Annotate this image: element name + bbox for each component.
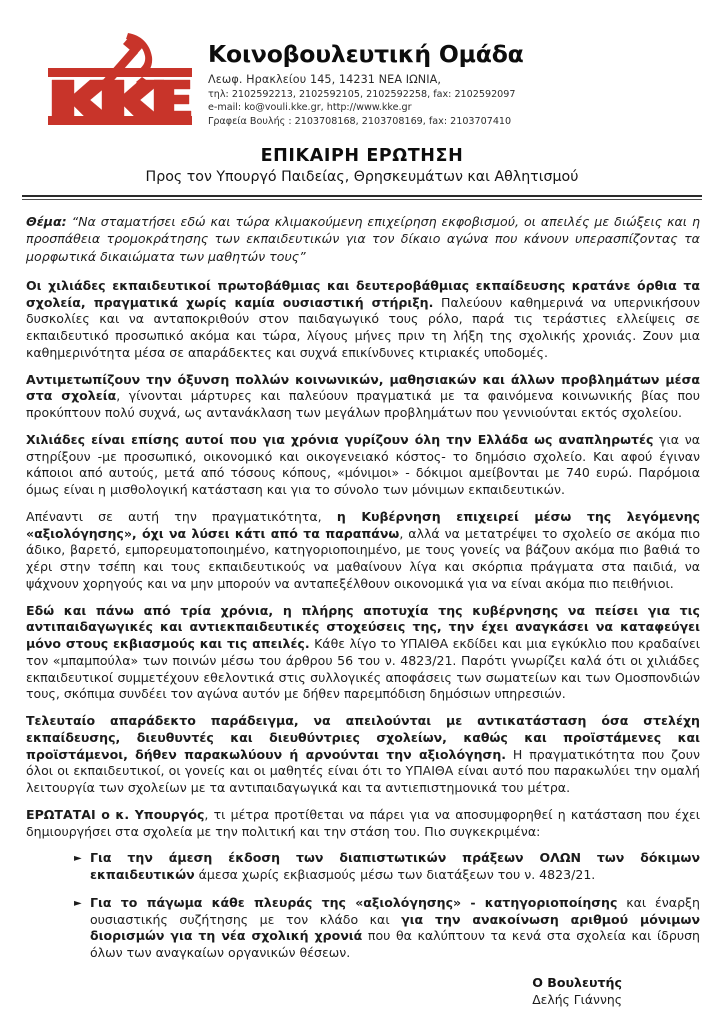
kke-logo	[46, 28, 194, 130]
document-title: ΕΠΙΚΑΙΡΗ ΕΡΩΤΗΣΗ	[260, 146, 464, 166]
demand-2-lead: Για το πάγωμα κάθε πλευράς της «αξιολόγησης» - κατηγοριοποίησης	[90, 894, 618, 910]
paragraph-2-lead: Αντιμετωπίζουν την όξυνση πολλών κοινωνικών, μαθησιακών και άλλων προβλημάτων μέσα στα σχολεία	[26, 371, 700, 404]
paragraph-6-rest: Η πραγματικότητα που ζουν όλοι οι εκπαιδευτικοί, οι γονείς και οι μαθητές είναι ότι το ΥΠΑΙΘΑ είναι αυτό που παρακωλύει την ομαλή λειτουργία των σχολείων με τα αντιπαιδαγωγικά και τα αντιεπιστημονικά του μέτρα.	[26, 746, 700, 795]
document-subtitle: Προς τον Υπουργό Παιδείας, Θρησκευμάτων και Αθλητισμού	[145, 169, 579, 185]
demand-2-rest: που θα καλύπτουν τα κενά στα σχολεία και ίδρυση όλων των αναγκαίων οργανικών θέσεων.	[90, 928, 700, 960]
paragraph-6	[26, 713, 700, 797]
subject-paragraph	[26, 213, 700, 265]
paragraph-4-pre: Απέναντι σε αυτή την πραγματικότητα,	[26, 508, 337, 524]
organization-name: Κοινοβουλευτική Ομάδα	[208, 40, 524, 68]
letterhead	[0, 0, 724, 130]
paragraph-2	[26, 372, 700, 422]
paragraph-4-rest: , αλλά να μετατρέψει το σχολείο σε ακόμα πιο άδικο, βαρετό, εμπορευματοποιημένο, κατηγοριοποιημένο, με τους γονείς να βάζουν ακόμα πιο βαθιά το χέρι στην τσέπη και τους εκπαιδευτικούς να μαθαίνουν λίγα και σκόρπια πράγματα στα παιδιά, να ψάχνουν χορηγούς και να μην μπορούν να ανταπεξέλθουν οικονομικά για να είναι ακόμα πιο πειθήνιοι.	[26, 525, 700, 591]
paragraph-1	[26, 278, 700, 362]
paragraph-1-rest: Παλεύουν καθημερινά να υπερνικήσουν δυσκολίες και να ανταποκριθούν στον παιδαγωγικό τους ρόλο, παρά τις τεράστιες ελλείψεις σε εκπαιδευτικό προσωπικό ακόμα και τώρα, λίγους μήνες πριν τη λήξη της σχολικής χρονιάς. Ζουν μια καθημερινότητα μέσα σε απαράδεκτες και συχνά επικίνδυνες κτιριακές υποδομές.	[26, 294, 700, 360]
paragraph-4	[26, 509, 700, 593]
paragraph-3-lead: Χιλιάδες είναι επίσης αυτοί που για χρόνια γυρίζουν όλη την Ελλάδα ως αναπληρωτές	[26, 431, 654, 447]
list-item	[26, 850, 700, 884]
paragraph-5-lead: Εδώ και πάνω από τρία χρόνια, η πλήρης αποτυχία της κυβέρνησης να πείσει για τις αντιπαιδαγωγικές και αντιεκπαιδευτικές στοχεύσεις της, την έχει αναγκάσει να καταφεύγει μόνο στους εκβιασμούς και τις απειλές.	[26, 602, 700, 651]
paragraph-3	[26, 432, 700, 499]
demands-list	[26, 850, 700, 962]
signature-role: Ο Βουλευτής	[532, 974, 622, 990]
question-paragraph	[26, 807, 700, 841]
paragraph-5-rest: Κάθε λίγο το ΥΠΑΙΘΑ εκδίδει και μια εγκύκλιο που κραδαίνει τον «μπαμπούλα» των ποινών μέσω του άρθρου 56 του ν. 4823/21. Παρότι γνωρίζει καλά ότι οι χιλιάδες εκπαιδευτικοί συμμετέχουν εθελοντικά στις συλλογικές αποφάσεις των σωματείων και των Ομοσπονδιών τους, σκόπιμα συνδέει τον αγώνα αυτόν με δήθεν παρεμπόδιση δημόσιων υπηρεσιών.	[26, 636, 700, 702]
list-item	[26, 895, 700, 962]
triangle-bullet-icon: ►	[74, 897, 82, 909]
demand-1-lead: Για την άμεση έκδοση των διαπιστωτικών πράξεων ΟΛΩΝ των δόκιμων εκπαιδευτικών	[90, 850, 700, 882]
paragraph-6-lead: Τελευταίο απαράδεκτο παράδειγμα, να απειλούνται με αντικατάσταση όσα στελέχη εκπαίδευσης, διευθυντές και διευθύντριες σχολείων, καθώς και προϊστάμενες και προϊστάμενοι, δήθεν παρακωλύουν ή αρνούνται την αξιολόγηση.	[26, 713, 700, 762]
paragraph-2-rest: , γίνονται μάρτυρες και παλεύουν πραγματικά με τα φαινόμενα κοινωνικής βίας που προκύπτουν πολύ συχνά, ως αντανάκλαση των μεγάλων προβλημάτων που γεννιούνται εκτός σχολείου.	[26, 388, 700, 420]
paragraph-3-rest: για να στηρίξουν -με προσωπικό, οικονομικό και οικογενειακό κόστος- το δημόσιο σχολείο. Και αφού έγιναν κάποιοι από αυτούς, μετά από τόσους κόπους, «μόνιμοι» - δόκιμοι αμείβονται με 740 ευρώ. Παρόμοια όμως είναι η μισθολογική κατάσταση και για το σύνολο των μόνιμων εκπαιδευτικών.	[26, 431, 700, 497]
organization-email-web: e-mail: ko@vouli.kke.gr, http://www.kke.gr	[208, 102, 412, 114]
organization-parliament-offices: Γραφεία Βουλής : 2103708168, 2103708169, fax: 2103707410	[208, 115, 512, 127]
signature-block	[26, 975, 700, 1007]
subject-text: “Να σταματήσει εδώ και τώρα κλιμακούμενη επιχείρηση εκφοβισμού, οι απειλές με διώξεις και η προσπάθεια τρομοκράτησης των εκπαιδευτικών για τον δίκαιο αγώνα που κάνουν υπερασπίζοντας τα μορφωτικά δικαιώματα των μαθητών τους”	[26, 214, 700, 264]
question-lead: ΕΡΩΤΑΤΑΙ ο κ. Υπουργός	[26, 806, 205, 822]
organization-address: Λεωφ. Ηρακλείου 145, 14231 ΝΕΑ ΙΩΝΙΑ,	[208, 72, 442, 86]
organization-phones: τηλ: 2102592213, 2102592105, 2102592258, fax: 2102592097	[208, 88, 516, 100]
demand-1-rest: άμεσα χωρίς εκβιασμούς μέσω των διατάξεων του ν. 4823/21.	[194, 867, 596, 882]
demand-2-mid: και έναρξη ουσιαστικής συζήτησης με τον κλάδο και	[90, 894, 700, 927]
organization-info	[194, 28, 524, 128]
subject-label: Θέμα:	[26, 214, 67, 229]
paragraph-4-lead: η Κυβέρνηση επιχειρεί μέσω της λεγόμενης «αξιολόγησης», όχι να λύσει κάτι από τα παραπάνω	[26, 508, 700, 541]
signature-name: Δελής Γιάννης	[532, 991, 622, 1007]
kke-logo-icon	[46, 30, 194, 130]
triangle-bullet-icon: ►	[74, 853, 82, 865]
paragraph-5	[26, 603, 700, 704]
paragraph-1-lead: Οι χιλιάδες εκπαιδευτικοί πρωτοβάθμιας και δευτεροβάθμιας εκπαίδευσης κρατάνε όρθια τα σχολεία, πραγματικά χωρίς καμία ουσιαστική στήριξη.	[26, 277, 700, 310]
question-rest: , τι μέτρα προτίθεται να πάρει για να αποσυμφορηθεί η κατάσταση που έχει δημιουργήσει στα σχολεία με την πολιτική και την στάση του. Πιο συγκεκριμένα:	[26, 806, 700, 839]
document-body	[0, 200, 724, 1007]
demand-2-lead2: για την ανακοίνωση αριθμού μόνιμων διορισμών για τη νέα σχολική χρονιά	[90, 911, 700, 944]
